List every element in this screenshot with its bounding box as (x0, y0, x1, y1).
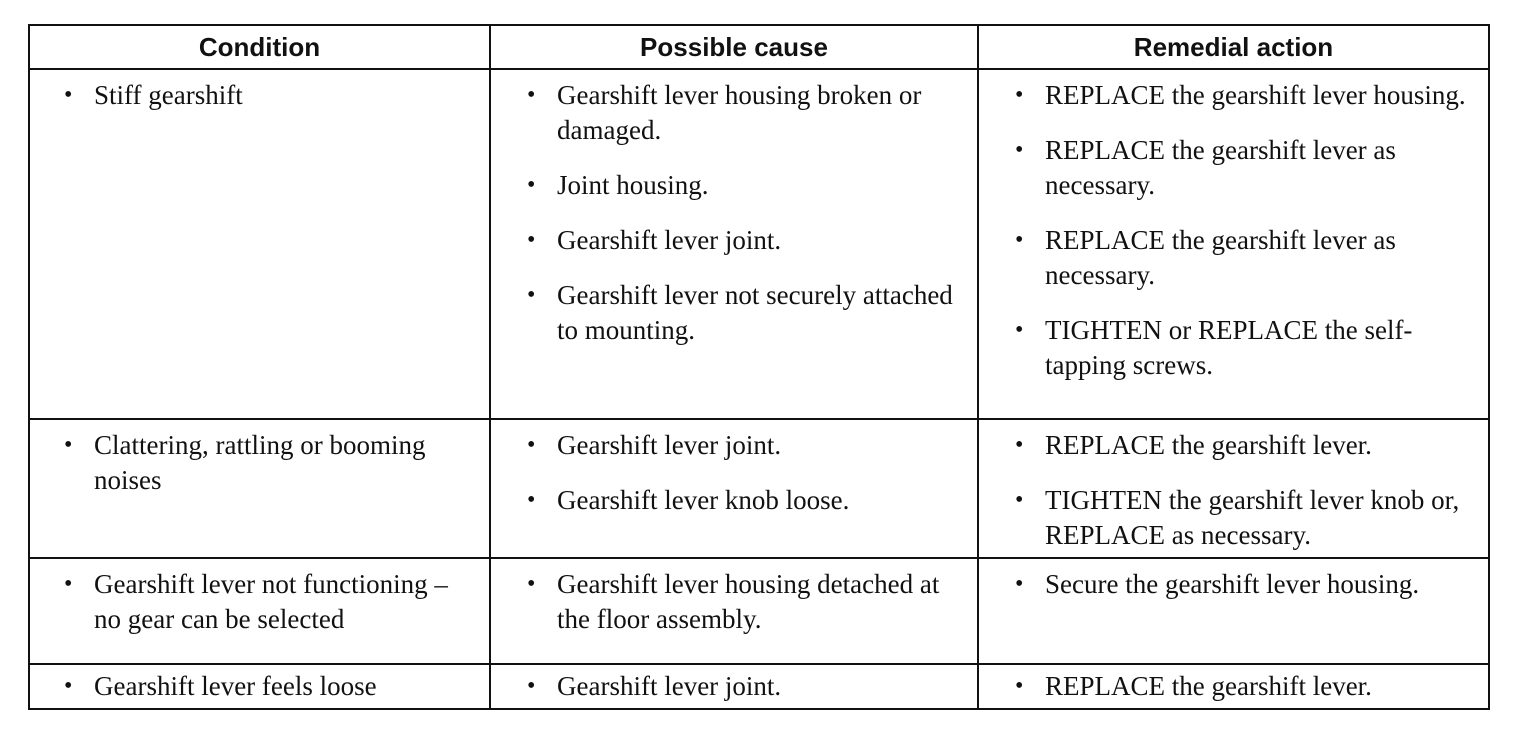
condition-cell (29, 69, 490, 419)
list-item: • Gearshift lever not securely attached to mounting. (527, 278, 967, 348)
condition-list (30, 665, 489, 708)
action-list (979, 665, 1488, 708)
list-item: • Gearshift lever feels loose (64, 669, 479, 704)
cause-cell (490, 558, 978, 664)
table-row (29, 664, 1489, 709)
list-item: • REPLACE the gearshift lever. (1015, 669, 1478, 704)
cause-cell (490, 664, 978, 709)
action-cell (978, 664, 1489, 709)
list-item: • REPLACE the gearshift lever as necessary. (1015, 223, 1478, 293)
list-item: • Gearshift lever joint. (527, 428, 967, 463)
table-row (29, 558, 1489, 664)
list-item: • Stiff gearshift (64, 78, 479, 113)
list-item: • Joint housing. (527, 168, 967, 203)
list-item: • REPLACE the gearshift lever housing. (1015, 78, 1478, 113)
list-item: • Clattering, rattling or booming noises (64, 428, 479, 498)
condition-cell (29, 664, 490, 709)
condition-cell (29, 558, 490, 664)
header-condition: Condition (29, 25, 490, 69)
condition-cell (29, 419, 490, 558)
action-list (979, 420, 1488, 557)
action-cell (978, 419, 1489, 558)
action-list (979, 70, 1488, 387)
cause-list (491, 420, 977, 522)
header-row (29, 25, 1489, 69)
list-item: • Gearshift lever not functioning – no gear can be selected (64, 567, 479, 637)
cause-list (491, 665, 977, 708)
cause-cell (490, 69, 978, 419)
action-cell (978, 69, 1489, 419)
action-list (979, 559, 1488, 606)
condition-list (30, 70, 489, 117)
diagnosis-table-container (28, 24, 1488, 710)
diagnosis-table (28, 24, 1490, 710)
list-item: • Secure the gearshift lever housing. (1015, 567, 1478, 602)
list-item: • Gearshift lever joint. (527, 223, 967, 258)
list-item: • REPLACE the gearshift lever. (1015, 428, 1478, 463)
cause-cell (490, 419, 978, 558)
list-item: • REPLACE the gearshift lever as necessary. (1015, 133, 1478, 203)
condition-list (30, 420, 489, 502)
header-remedial-action: Remedial action (978, 25, 1489, 69)
cause-list (491, 70, 977, 352)
list-item: • TIGHTEN the gearshift lever knob or, REPLACE as necessary. (1015, 483, 1478, 553)
condition-list (30, 559, 489, 641)
list-item: • TIGHTEN or REPLACE the self-tapping screws. (1015, 313, 1478, 383)
action-cell (978, 558, 1489, 664)
list-item: • Gearshift lever housing broken or damaged. (527, 78, 967, 148)
table-row (29, 419, 1489, 558)
list-item: • Gearshift lever housing detached at the floor assembly. (527, 567, 967, 637)
list-item: • Gearshift lever joint. (527, 669, 967, 704)
list-item: • Gearshift lever knob loose. (527, 483, 967, 518)
table-row (29, 69, 1489, 419)
cause-list (491, 559, 977, 641)
header-possible-cause: Possible cause (490, 25, 978, 69)
